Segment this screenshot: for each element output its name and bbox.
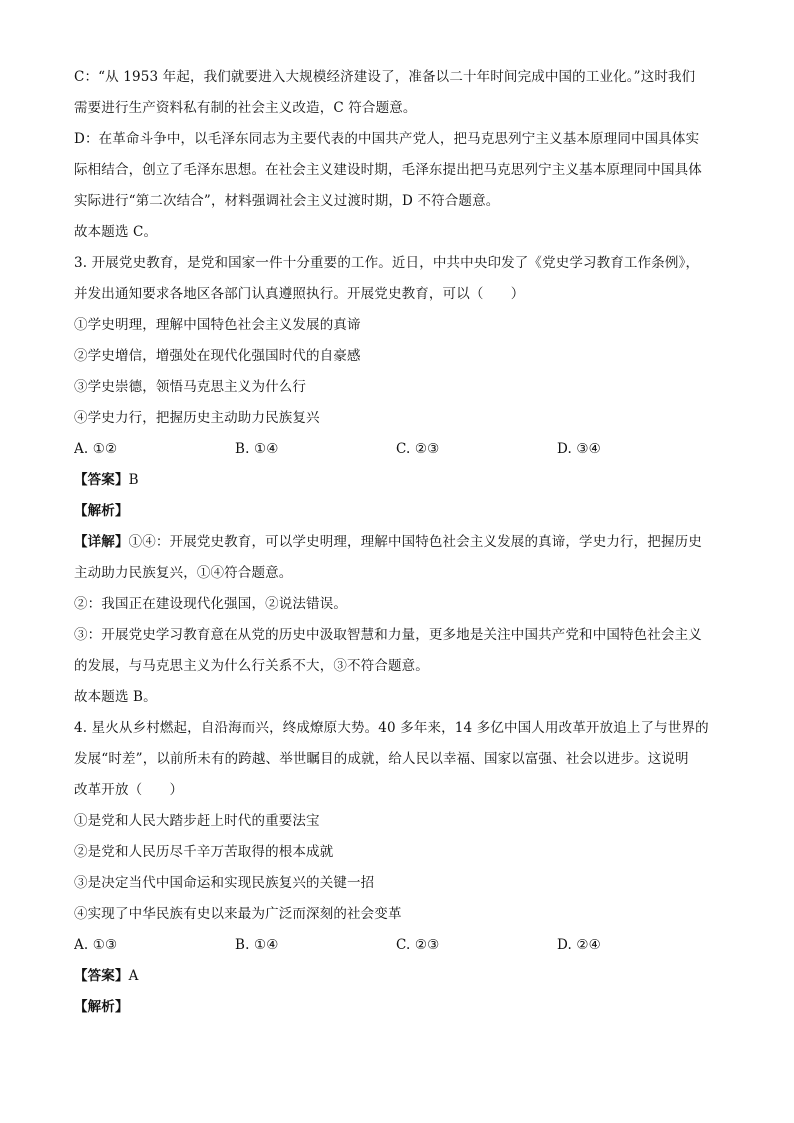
question-3-choices [74,434,722,465]
text-line: 的发展，与马克思主义为什么行关系不大，③不符合题意。 [74,658,429,674]
question-4-option: ②是党和人民历尽千辛万苦取得的根本成就 [74,844,334,860]
question-3-stem: 并发出通知要求各地区各部门认真遵照执行。开展党史教育，可以（ ） [74,286,525,302]
choice-a: A. ①③ [74,937,118,953]
question-3-option: ①学史明理，理解中国特色社会主义发展的真谛 [74,317,361,333]
text-line: 故本题选 C。 [74,224,158,240]
choice-b: B. ①④ [235,441,279,457]
question-4-stem: 发展“时差”，以前所未有的跨越、举世瞩目的成就，给人民以幸福、国家以富强、社会以进步。这说明 [74,751,689,767]
choice-d: D. ②④ [557,937,601,953]
document-page [74,62,722,1023]
text-line: 故本题选 B。 [74,689,157,705]
text-line: 实际进行“第二次结合”，材料强调社会主义过渡时期，D 不符合题意。 [74,193,500,209]
question-4-analysis-label: 【解析】 [74,999,129,1015]
question-3-stem: 3. 开展党史教育，是党和国家一件十分重要的工作。近日，中共中央印发了《党史学习教育工作条例》， [74,255,700,271]
answer-label: 【答案】 [74,968,129,984]
question-4-option: ③是决定当代中国命运和实现民族复兴的关键一招 [74,875,375,891]
question-4-choices [74,930,722,961]
text-line: ③：开展党史学习教育意在从党的历史中汲取智慧和力量，更多地是关注中国共产党和中国特色社会主义 [74,627,702,643]
text-line: 主动助力民族复兴，①④符合题意。 [74,565,293,581]
question-3-detail [74,527,722,558]
question-4-option: ④实现了中华民族有史以来最为广泛而深刻的社会变革 [74,906,402,922]
question-3-option: ③学史崇德，领悟马克思主义为什么行 [74,379,307,395]
question-4-answer [74,961,722,992]
choice-d: D. ③④ [557,441,601,457]
text-line: 际相结合，创立了毛泽东思想。在社会主义建设时期，毛泽东提出把马克思列宁主义基本原理同中国具体 [74,162,702,178]
answer-value: A [128,968,139,984]
answer-label: 【答案】 [74,472,129,488]
question-4-stem: 改革开放（ ） [74,782,184,798]
text-line: ②：我国正在建设现代化强国，②说法错误。 [74,596,347,612]
choice-c: C. ②③ [396,441,440,457]
choice-b: B. ①④ [235,937,279,953]
question-3-option: ②学史增信，增强处在现代化强国时代的自豪感 [74,348,361,364]
choice-a: A. ①② [74,441,118,457]
question-4-stem: 4. 星火从乡村燃起，自沿海而兴，终成燎原大势。40 多年来，14 多亿中国人用改革开放追上了与世界的 [74,720,709,736]
text-line: D：在革命斗争中，以毛泽东同志为主要代表的中国共产党人，把马克思列宁主义基本原理同中国具体实 [74,131,700,147]
choice-c: C. ②③ [396,937,440,953]
detail-text: ①④：开展党史教育，可以学史明理，理解中国特色社会主义发展的真谛，学史力行，把握历史 [128,534,702,550]
question-3-answer [74,465,722,496]
question-3-analysis-label: 【解析】 [74,503,129,519]
question-3-option: ④学史力行，把握历史主动助力民族复兴 [74,410,320,426]
answer-value: B [128,472,139,488]
question-4-option: ①是党和人民大踏步赶上时代的重要法宝 [74,813,320,829]
text-line: 需要进行生产资料私有制的社会主义改造，C 符合题意。 [74,100,417,116]
detail-label: 【详解】 [74,534,129,550]
text-line: C：“从 1953 年起，我们就要进入大规模经济建设了，准备以二十年时间完成中国的工业化。”这时我们 [74,69,696,85]
